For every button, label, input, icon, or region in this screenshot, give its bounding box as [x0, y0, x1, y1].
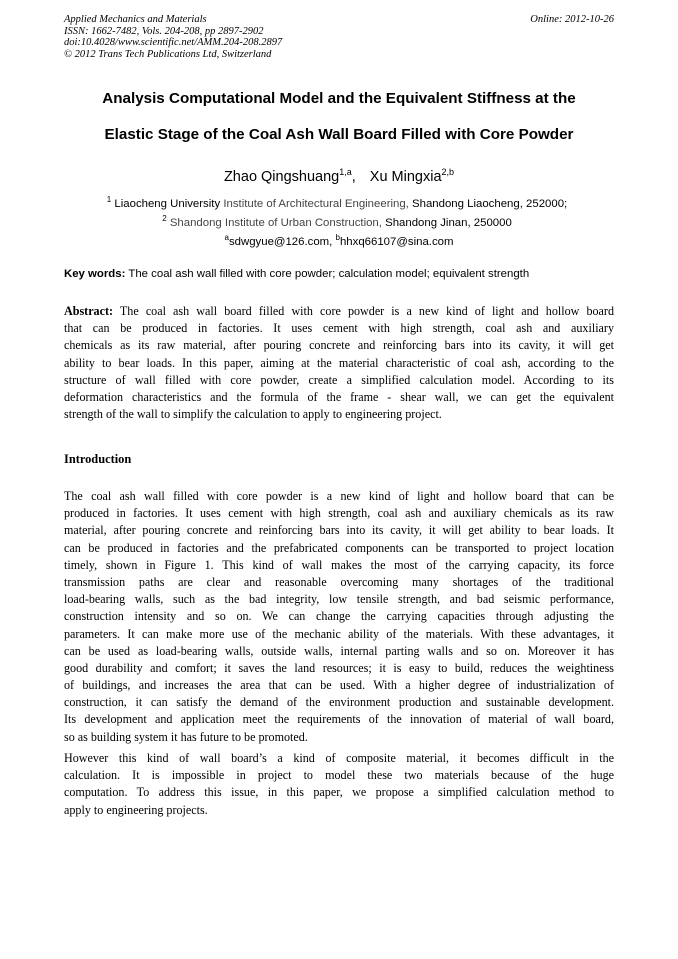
copyright-line: © 2012 Trans Tech Publications Ltd, Switzerland: [64, 48, 272, 60]
affiliation-2: [0, 214, 676, 229]
email-b-link[interactable]: hhxq66107@sina.com: [339, 236, 454, 248]
body-line: so as building system it has future to be promoted.: [64, 729, 308, 744]
affiliation-2-sup: 2: [162, 214, 167, 223]
body-line: calculation. It is impossible in project to model these two materials because of the huge: [64, 768, 614, 783]
keywords-text: The coal ash wall filled with core powder; calculation model; equivalent strength: [128, 268, 530, 280]
keywords: [64, 268, 529, 280]
body-line: The coal ash wall filled with core powder is a new kind of light and hollow board that can be: [64, 489, 614, 503]
affiliation-2-city: Shandong Jinan, 250000: [385, 217, 512, 229]
author-1-sup: 1,a: [339, 167, 352, 177]
section-heading-introduction: Introduction: [64, 452, 132, 466]
author-1-name: Zhao Qingshuang: [223, 169, 340, 185]
author-2-sup: 2,b: [441, 167, 455, 177]
affiliation-1-city: Shandong Liaocheng, 252000;: [412, 198, 568, 210]
email-a-link[interactable]: sdwgyue@126.com,: [228, 236, 333, 248]
keywords-label: Key words:: [64, 268, 126, 280]
body-line: However this kind of wall board’s a kind of composite material, it becomes difficult in the: [64, 751, 614, 765]
body-line: material, after pouring concrete and reinforcing bars into its cavity, it will get ability to bear loads. It: [64, 523, 614, 538]
affiliation-1-sup: 1: [106, 195, 112, 204]
introduction-paragraph-1: [64, 488, 614, 746]
abstract-line: Abstract: The coal ash wall board filled with core powder is a new kind of light and hollow board: [64, 304, 614, 318]
body-line: can be used as load-bearing walls, outside walls, internal parting walls and so on. Moreover it has: [64, 643, 614, 658]
doi-line: doi:10.4028/www.scientific.net/AMM.204-208.2897: [64, 37, 283, 48]
body-line: apply to engineering projects.: [64, 802, 208, 817]
author-separator: ,: [351, 169, 356, 185]
email-b-sup: b: [335, 233, 340, 242]
body-line: load-bearing walls, such as the bad integrity, low tensile strength, and bad seismic performance,: [64, 592, 614, 607]
abstract: [64, 303, 614, 423]
body-line: construction intensity and so on. We can change the carrying capacities through adjusting the: [64, 609, 614, 624]
paper-title-line-2: Elastic Stage of the Coal Ash Wall Board Filled with Core Powder: [104, 126, 574, 143]
body-line: can be produced in factories and the prefabricated components can be transported to project location: [64, 540, 614, 555]
body-line: construction, it can satisfy the demand of the environment production and sustainable development.: [64, 695, 614, 710]
body-line: Its development and application meet the requirements of the innovation of material of wall board,: [64, 712, 614, 727]
publication-header: [64, 14, 282, 60]
affiliation-1-org: Liaocheng University: [114, 198, 221, 210]
body-line: produced in factories. It uses cement with high strength, coal ash and auxiliary chemicals as its raw: [64, 506, 614, 521]
body-line: computation. To address this issue, in this paper, we propose a simplified calculation method to: [64, 785, 614, 800]
abstract-line: chemicals as its raw material, after pouring concrete and reinforcing bars into its cavity, it will get: [64, 338, 614, 353]
journal-name: Applied Mechanics and Materials: [64, 14, 207, 25]
online-date: Online: 2012-10-26: [530, 14, 614, 25]
body-line: good durability and comfort; it saves the land resources; it is easy to build, reduces the weightiness: [64, 660, 614, 675]
body-line: of buildings, and increases the area that can be used. With a higher degree of industrialization of: [64, 678, 614, 693]
abstract-line: ability to bear loads. In this paper, aiming at the material characteristic of coal ash, according to the: [64, 355, 614, 370]
issn-line: ISSN: 1662-7482, Vols. 204-208, pp 2897-2902: [64, 25, 264, 37]
body-line: transmission paths are clear and reasonable overcoming many shortages of the traditional: [64, 574, 614, 589]
abstract-line: structure of wall filled with core powder, create a simplified calculation model. According to its: [64, 372, 614, 387]
abstract-line: strength of the wall to simplify the calculation to apply to engineering project.: [64, 407, 442, 422]
email-a-sup: a: [224, 233, 229, 242]
affiliation-2-org: Shandong Institute of Urban Construction,: [169, 217, 382, 229]
abstract-line: deformation characteristics and the formula of the frame - shear wall, we can get the equivalent: [64, 389, 614, 404]
introduction-paragraph-2: [64, 750, 614, 819]
abstract-label: Abstract:: [64, 304, 114, 318]
author-list: [0, 167, 678, 185]
author-2-name: Xu Mingxia: [369, 169, 442, 185]
body-line: parameters. It can make more use of the mechanic ability of the materials. With these advantages, it: [64, 626, 614, 641]
affiliation-1-dept: Institute of Architectural Engineering,: [223, 198, 409, 210]
affiliation-1: [0, 195, 676, 210]
abstract-line: that can be produced in factories. It uses cement with high strength, coal ash and auxiliary: [64, 321, 614, 336]
body-line: timely, shown in Figure 1. This kind of wall makes the most of the carrying capacity, its force: [64, 557, 614, 572]
author-emails: [0, 233, 678, 248]
paper-title-line-1: Analysis Computational Model and the Equivalent Stiffness at the: [102, 90, 576, 107]
